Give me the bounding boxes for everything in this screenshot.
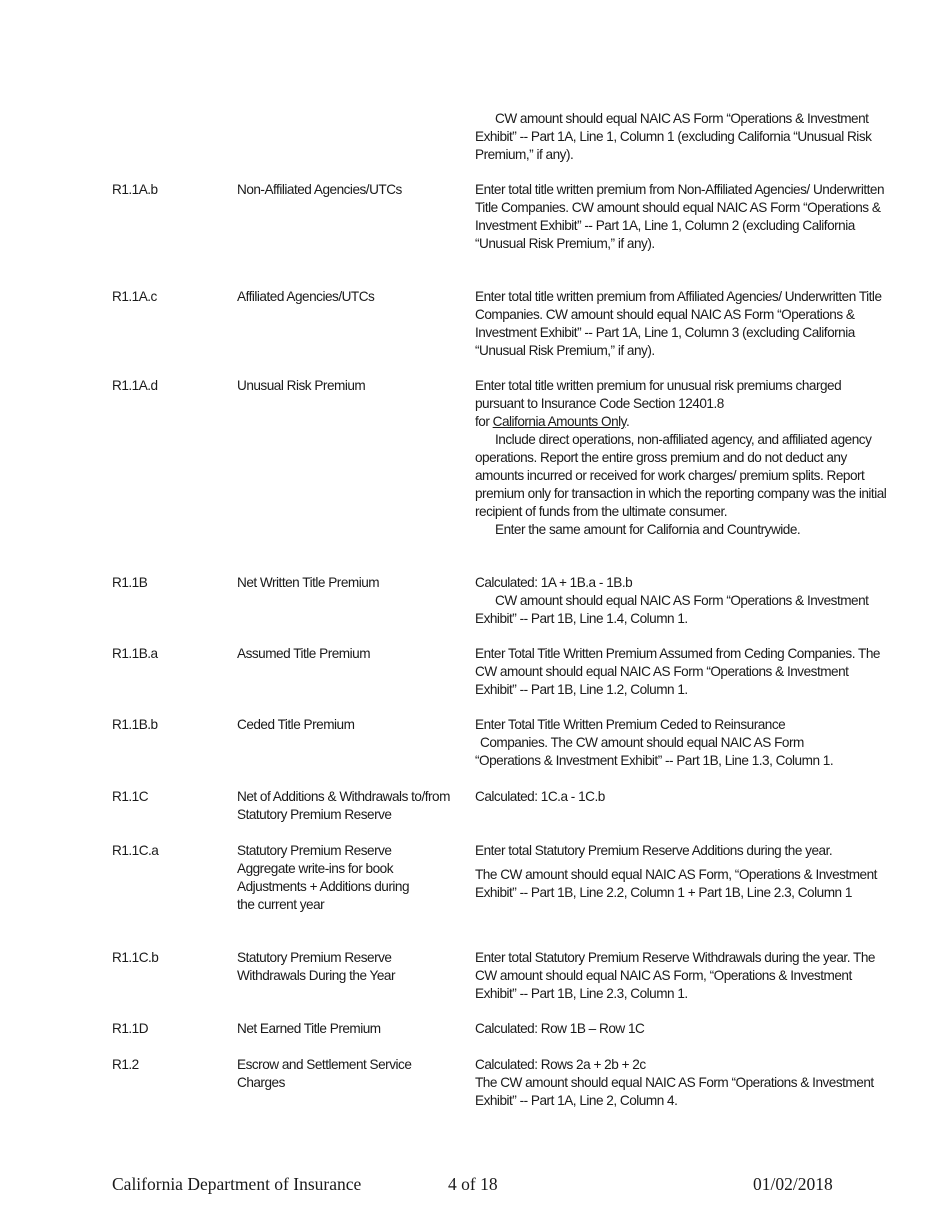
row-description <box>475 377 890 539</box>
intro-text: CW amount should equal NAIC AS Form “Operations & Investment Exhibit” -- Part 1A, Line 1, Column 1 (excluding California “Unusual Risk Premium,” if any). <box>475 111 872 162</box>
row-code: R1.1A.b <box>112 182 158 197</box>
row-description-line: Calculated: Rows 2a + 2b + 2c <box>475 1057 646 1072</box>
row-description <box>475 716 890 770</box>
row-description: Enter total title written premium from Non-Affiliated Agencies/ Underwritten Title Companies. CW amount should equal NAIC AS Form “Operations & Investment Exhibit” -- Part 1A, Line 1, Column 2 (excluding California “Unusual Risk Premium,” if any). <box>475 182 885 251</box>
row-description-line: “Operations & Investment Exhibit” -- Part 1B, Line 1.3, Column 1. <box>475 753 834 768</box>
row-label: Net Earned Title Premium <box>237 1021 381 1036</box>
description-suffix: . <box>625 414 630 429</box>
row-description-line: Enter total title written premium for unusual risk premiums charged pursuant to Insurance Code Section 12401.8 <box>475 378 842 411</box>
row-description-line: CW amount should equal NAIC AS Form “Operations & Investment Exhibit” -- Part 1B, Line 1.4, Column 1. <box>475 593 869 626</box>
row-description: Enter Total Title Written Premium Assumed from Ceding Companies. The CW amount should equal NAIC AS Form “Operations & Investment Exhibit” -- Part 1B, Line 1.2, Column 1. <box>475 646 880 697</box>
footer-page-number: 4 of 18 <box>448 1174 498 1194</box>
footer-date: 01/02/2018 <box>753 1174 833 1194</box>
row-code: R1.1B <box>112 575 148 590</box>
intro-paragraph <box>475 110 885 164</box>
row-description-line: Calculated: 1A + 1B.a - 1B.b <box>475 575 633 590</box>
row-label: Unusual Risk Premium <box>237 378 366 393</box>
row-description <box>475 1056 890 1110</box>
row-code: R1.1B.b <box>112 717 158 732</box>
row-description-line: The CW amount should equal NAIC AS Form, “Operations & Investment Exhibit” -- Part 1B, Line 2.2, Column 1 + Part 1B, Line 2.3, Column 1 <box>475 867 877 900</box>
row-description-line: Include direct operations, non-affiliated agency, and affiliated agency operations. Report the entire gross premium and do not deduct any amounts incurred or received for work charges/ premium splits. Report premium only for transaction in which the reporting company was the initial recipient of funds from the ultimate consumer. <box>475 432 887 519</box>
california-amounts-only-text: California Amounts Only <box>492 414 626 429</box>
row-description: Calculated: Row 1B – Row 1C <box>475 1021 645 1036</box>
row-code: R1.2 <box>112 1057 139 1072</box>
row-label: Net Written Title Premium <box>237 575 380 590</box>
row-code: R1.1D <box>112 1021 149 1036</box>
row-label: Net of Additions & Withdrawals to/from Statutory Premium Reserve <box>237 789 450 822</box>
row-description: Enter total Statutory Premium Reserve Withdrawals during the year. The CW amount should equal NAIC AS Form, “Operations & Investment Exhibit” -- Part 1B, Line 2.3, Column 1. <box>475 950 875 1001</box>
row-label: Statutory Premium Reserve Withdrawals During the Year <box>237 950 396 983</box>
row-label: Escrow and Settlement Service Charges <box>237 1057 412 1090</box>
row-code: R1.1A.c <box>112 289 157 304</box>
row-label: Assumed Title Premium <box>237 646 371 661</box>
row-label: Affiliated Agencies/UTCs <box>237 289 375 304</box>
row-code: R1.1A.d <box>112 378 158 393</box>
row-code: R1.1B.a <box>112 646 158 661</box>
row-description: Calculated: 1C.a - 1C.b <box>475 789 605 804</box>
row-description-line: Enter Total Title Written Premium Ceded to Reinsurance <box>475 717 786 732</box>
row-description-line: Enter total Statutory Premium Reserve Additions during the year. <box>475 843 833 858</box>
row-code: R1.1C <box>112 789 149 804</box>
row-description-line: Companies. The CW amount should equal NAIC AS Form <box>480 735 804 750</box>
row-code: R1.1C.a <box>112 843 159 858</box>
row-code: R1.1C.b <box>112 950 159 965</box>
row-description-line: Enter the same amount for California and Countrywide. <box>495 522 801 537</box>
description-prefix: for <box>475 414 493 429</box>
footer-organization: California Department of Insurance <box>112 1174 362 1194</box>
row-label: Statutory Premium Reserve Aggregate write-ins for book Adjustments + Additions during the current year <box>237 843 410 912</box>
row-description-line <box>475 413 890 431</box>
row-description <box>475 842 890 902</box>
row-description-line: The CW amount should equal NAIC AS Form “Operations & Investment Exhibit” -- Part 1A, Line 2, Column 4. <box>475 1075 874 1108</box>
row-label: Non-Affiliated Agencies/UTCs <box>237 182 402 197</box>
row-description <box>475 574 890 628</box>
row-label: Ceded Title Premium <box>237 717 355 732</box>
row-description: Enter total title written premium from Affiliated Agencies/ Underwritten Title Companies. CW amount should equal NAIC AS Form “Operations & Investment Exhibit” -- Part 1A, Line 1, Column 3 (excluding California “Unusual Risk Premium,” if any). <box>475 289 882 358</box>
